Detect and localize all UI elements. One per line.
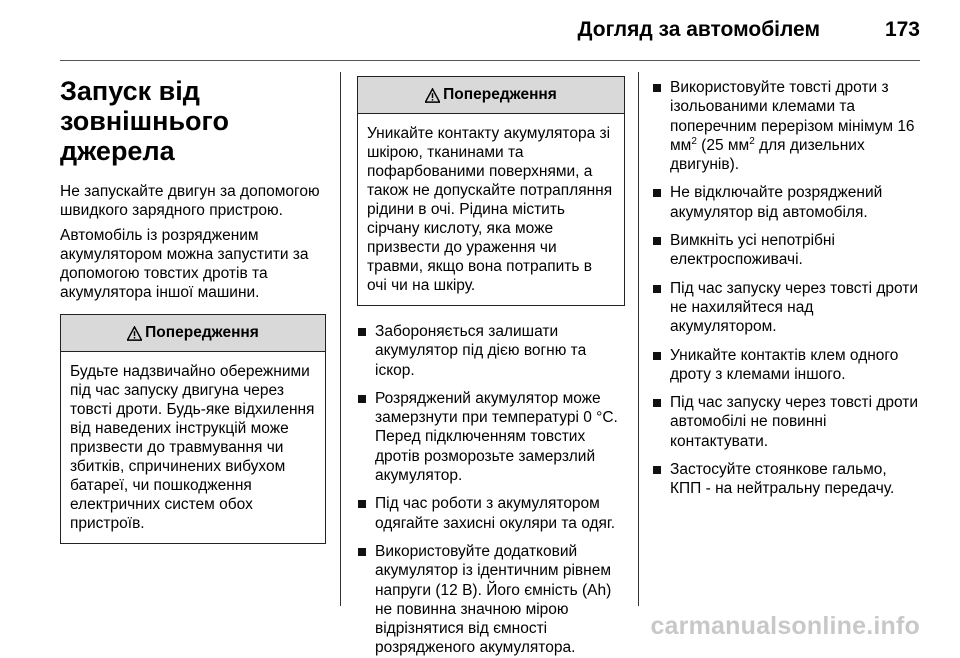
column-left bbox=[60, 70, 326, 544]
warning-header bbox=[358, 77, 624, 114]
list-item bbox=[652, 231, 920, 270]
superscript: 2 bbox=[749, 135, 755, 147]
list-item-text: Вимкніть усі непотрібні електроспоживачі. bbox=[670, 232, 835, 269]
list-item-text: Забороняється залишати акумулятор під дією вогню та іскор. bbox=[375, 323, 587, 379]
section-title bbox=[60, 76, 326, 166]
warning-heading: Попередження bbox=[443, 86, 557, 103]
superscript: 2 bbox=[691, 135, 697, 147]
list-item bbox=[652, 183, 920, 222]
list-item bbox=[357, 542, 625, 658]
intro-paragraph: Не запускайте двигун за допомогою швидкого зарядного пристрою. bbox=[60, 183, 320, 219]
list-item-text: (25 мм bbox=[696, 136, 750, 154]
warning-triangle-icon bbox=[127, 326, 142, 341]
list-item-text: Розряджений акумулятор може замерзнути при температурі 0 °C. Перед підключенням товстих дротів розморозьте замерзлий акумулятор. bbox=[375, 389, 618, 485]
list-item-text: Під час запуску через товсті дроти автомобілі не повинні контактувати. bbox=[670, 394, 919, 450]
method-paragraph: Автомобіль із розрядженим акумулятором можна запустити за допомогою товстих дротів та акумулятора іншої машини. bbox=[60, 227, 309, 301]
square-bullet-icon bbox=[653, 399, 661, 407]
watermark: carmanualsonline.info bbox=[650, 612, 920, 640]
list-item-text: Не відключайте розряджений акумулятор від автомобіля. bbox=[670, 184, 883, 221]
list-item bbox=[357, 389, 625, 485]
list-item bbox=[357, 494, 625, 533]
list-item-text: Використовуйте товсті дроти з ізольованими клемами та поперечним перерізом мінімум 16 мм bbox=[670, 79, 915, 154]
list-item-text: Уникайте контактів клем одного дроту з клемами іншого. bbox=[670, 346, 899, 383]
running-header-title: Догляд за автомобілем bbox=[577, 18, 820, 41]
header-divider bbox=[60, 60, 920, 61]
square-bullet-icon bbox=[653, 285, 661, 293]
square-bullet-icon bbox=[358, 548, 366, 556]
warning-header bbox=[61, 315, 325, 352]
warning-box-2 bbox=[357, 76, 625, 306]
square-bullet-icon bbox=[653, 237, 661, 245]
list-item bbox=[652, 346, 920, 385]
square-bullet-icon bbox=[358, 500, 366, 508]
list-item bbox=[652, 78, 920, 174]
square-bullet-icon bbox=[653, 189, 661, 197]
section-title-line2: зовнішнього джерела bbox=[60, 106, 229, 166]
warning-heading: Попередження bbox=[145, 324, 259, 341]
list-item bbox=[652, 279, 920, 337]
list-item-text: Під час роботи з акумулятором одягайте захисні окуляри та одяг. bbox=[375, 495, 616, 532]
square-bullet-icon bbox=[653, 352, 661, 360]
list-item bbox=[652, 393, 920, 451]
column-divider-2 bbox=[638, 72, 639, 606]
warning-triangle-icon bbox=[425, 88, 440, 103]
page-number: 173 bbox=[884, 18, 920, 41]
column-right bbox=[652, 70, 920, 499]
warning-text: Уникайте контакту акумулятора зі шкірою, тканинами та пофарбованими поверхнями, а також не допускайте потрапляння рідини в очі. Рідина містить сірчану кислоту, яка може призвести до ураження чи травми, якщо вона потрапить в очі чи на шкіру. bbox=[367, 125, 613, 294]
list-item-text: для дизельних двигунів). bbox=[670, 136, 865, 174]
precautions-list-middle bbox=[357, 322, 625, 658]
list-item-text: Використовуйте додатковий акумулятор із ідентичним рівнем напруги (12 В). Його ємність (Ah) не повинна значною мірою відрізнятися від ємності розрядженого акумулятора. bbox=[375, 542, 612, 657]
warning-text: Будьте надзвичайно обережними під час запуску двигуна через товсті дроти. Будь-яке відхилення від наведених інструкцій може призвести до травмування чи збитків, спричинених вибухом батареї, чи пошкодження електричних систем обох пристроїв. bbox=[70, 363, 315, 532]
square-bullet-icon bbox=[653, 84, 661, 92]
list-item-text: Застосуйте стоянкове гальмо, КПП - на нейтральну передачу. bbox=[670, 461, 895, 498]
list-item bbox=[357, 322, 625, 380]
list-item bbox=[652, 460, 920, 499]
warning-box-1 bbox=[60, 314, 326, 544]
square-bullet-icon bbox=[358, 395, 366, 403]
list-item-text: Під час запуску через товсті дроти не нахиляйтеся над акумулятором. bbox=[670, 279, 919, 336]
square-bullet-icon bbox=[653, 466, 661, 474]
precautions-list-right bbox=[652, 78, 920, 499]
column-middle bbox=[357, 70, 625, 658]
section-title-line1: Запуск від bbox=[60, 76, 200, 106]
column-divider-1 bbox=[340, 72, 341, 606]
square-bullet-icon bbox=[358, 328, 366, 336]
